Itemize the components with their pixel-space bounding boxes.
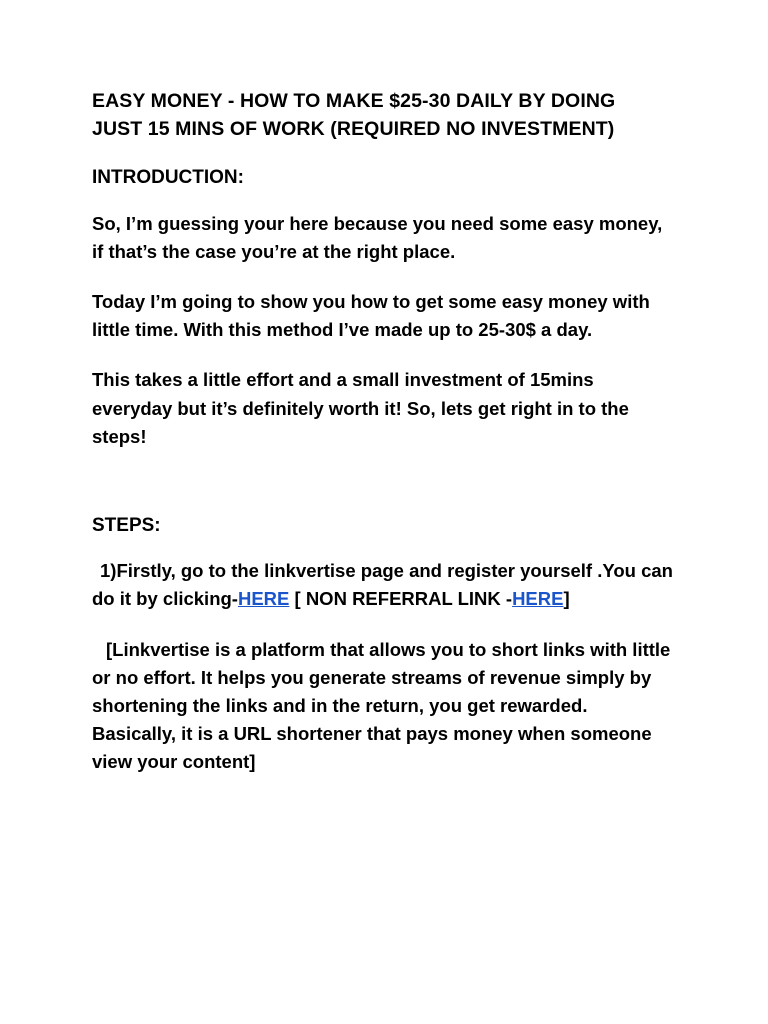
- introduction-heading: INTRODUCTION:: [92, 167, 244, 189]
- step-one-text-before-link: 1)Firstly, go to the linkvertise page and register yourself .You can do it by clicking-: [92, 560, 673, 610]
- here-link-non-referral[interactable]: HERE: [512, 588, 564, 610]
- intro-paragraph-2: Today I’m going to show you how to get some easy money with little time. With this method I’ve made up to 25-30$ a day.: [92, 291, 650, 341]
- intro-paragraph-1: So, I’m guessing your here because you need some easy money, if that’s the case you’re at the right place.: [92, 212, 663, 263]
- steps-heading: STEPS:: [92, 514, 161, 536]
- intro-paragraph-3: This takes a little effort and a small investment of 15mins everyday but it’s definitely worth it! So, lets get right in to the steps!: [92, 369, 629, 447]
- section-spacer: [92, 471, 676, 513]
- document-title: EASY MONEY - HOW TO MAKE $25-30 DAILY BY DOING JUST 15 MINS OF WORK (REQUIRED NO INVESTMENT): [92, 90, 616, 140]
- step-one-paragraph: [92, 557, 676, 613]
- step-one-text-after: ]: [563, 588, 570, 610]
- here-link-referral[interactable]: HERE: [237, 588, 290, 610]
- step-one-text-between: [ NON REFERRAL LINK -: [289, 588, 513, 610]
- linkvertise-note-paragraph: [Linkvertise is a platform that allows you to short links with little or no effort. It helps you generate streams of revenue simply by shortening the links and in the return, you get rewarded. Basically, it is a URL shortener that pays money when someone view your content]: [92, 638, 671, 772]
